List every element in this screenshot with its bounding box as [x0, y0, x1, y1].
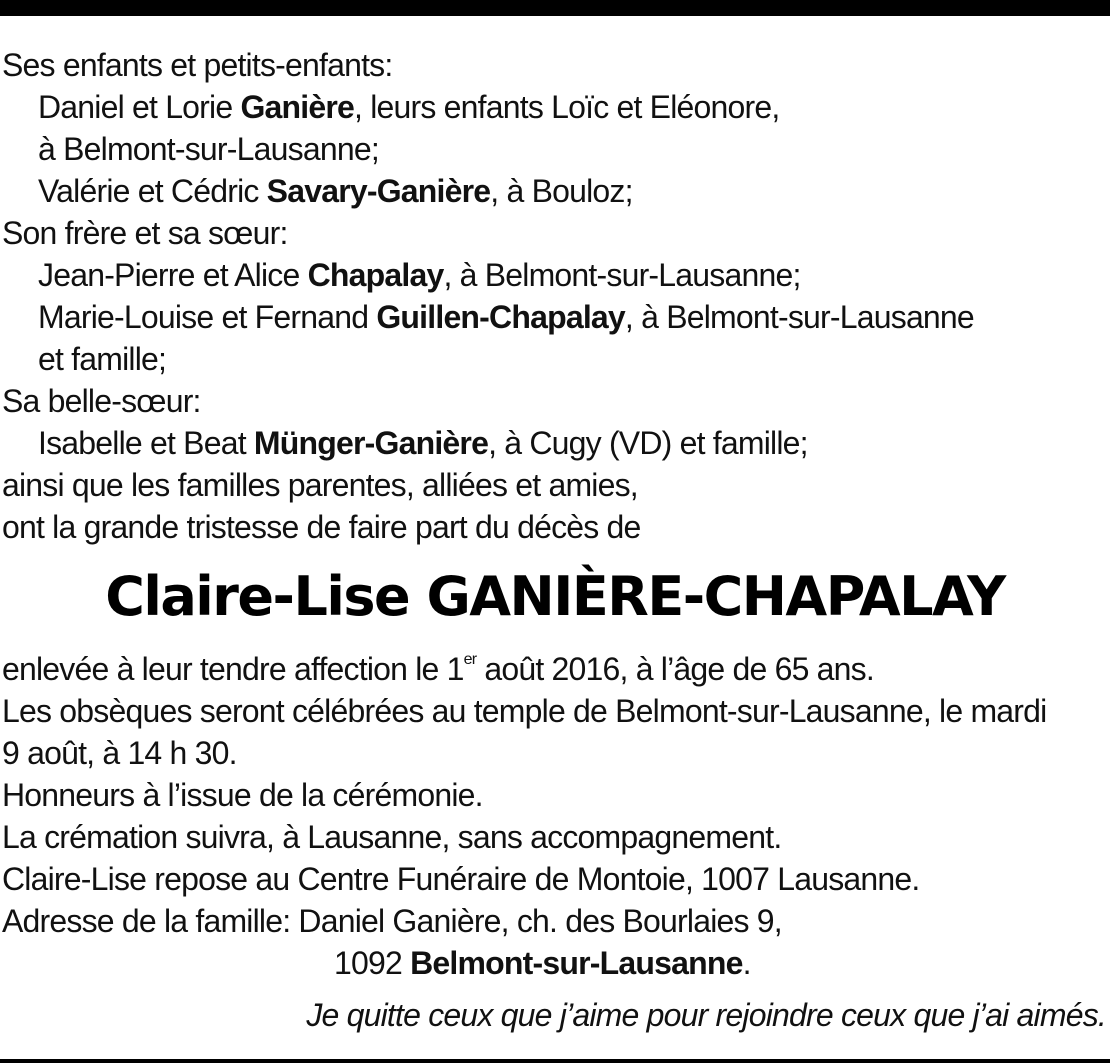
bottom-rule — [0, 1059, 1110, 1063]
child1-line: Daniel et Lorie Ganière, leurs enfants Loïc et Eléonore, — [38, 89, 780, 125]
rests-line: Claire-Lise repose au Centre Funéraire de Montoie, 1007 Lausanne. — [2, 861, 920, 897]
cremation-line: La crémation suivra, à Lausanne, sans accompagnement. — [2, 819, 782, 855]
notice-body — [2, 44, 1108, 1036]
announcement-line: ont la grande tristesse de faire part du décès de — [2, 509, 641, 545]
family-address-town: 1092 Belmont-sur-Lausanne. — [334, 945, 751, 981]
child2-surname: Savary-Ganière — [266, 173, 491, 209]
top-rule — [0, 0, 1110, 16]
funeral-line-2: 9 août, à 14 h 30. — [2, 735, 237, 771]
sibling1-line: Jean-Pierre et Alice Chapalay, à Belmont-sur-Lausanne; — [38, 257, 801, 293]
family-address-line: Adresse de la famille: Daniel Ganière, ch. des Bourlaies 9, — [2, 903, 782, 939]
child2-line: Valérie et Cédric Savary-Ganière, à Bouloz; — [38, 173, 633, 209]
sibling2-continuation: et famille; — [38, 341, 167, 377]
deceased-name: Claire-Lise GANIÈRE-CHAPALAY — [105, 565, 1005, 628]
inlaw-surname: Münger-Ganière — [253, 425, 489, 461]
closing-quote: Je quitte ceux que j’aime pour rejoindre ceux que j’ai aimés. — [306, 997, 1106, 1033]
child1-surname: Ganière — [240, 89, 355, 125]
death-date-line: enlevée à leur tendre affection le 1er août 2016, à l’âge de 65 ans. — [2, 651, 874, 687]
inlaw-heading: Sa belle-sœur: — [2, 383, 201, 419]
families-line: ainsi que les familles parentes, alliées et amies, — [2, 467, 638, 503]
sibling1-surname: Chapalay — [307, 257, 444, 293]
siblings-heading: Son frère et sa sœur: — [2, 215, 288, 251]
child1-place: à Belmont-sur-Lausanne; — [38, 131, 379, 167]
address-town: Belmont-sur-Lausanne — [410, 945, 743, 981]
funeral-line-1: Les obsèques seront célébrées au temple de Belmont-sur-Lausanne, le mardi — [2, 693, 1047, 729]
inlaw-line: Isabelle et Beat Münger-Ganière, à Cugy (VD) et famille; — [38, 425, 808, 461]
ordinal-superscript: er — [463, 651, 477, 668]
honours-line: Honneurs à l’issue de la cérémonie. — [2, 777, 483, 813]
sibling2-surname: Guillen-Chapalay — [376, 299, 625, 335]
family-heading: Ses enfants et petits-enfants: — [2, 47, 393, 83]
sibling2-line: Marie-Louise et Fernand Guillen-Chapalay, à Belmont-sur-Lausanne — [38, 299, 974, 335]
